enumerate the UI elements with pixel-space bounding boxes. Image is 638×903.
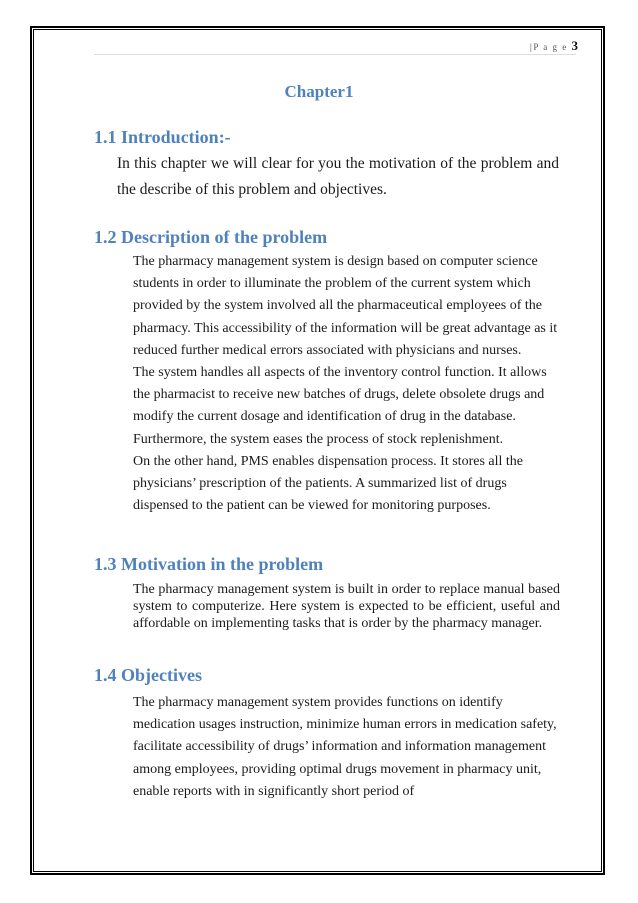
page-separator: | (530, 42, 534, 52)
chapter-title: Chapter1 (284, 82, 354, 101)
header-rule (94, 54, 576, 55)
description-paragraph-3: On the other hand, PMS enables dispensation process. It stores all the physicians’ prescription of the patients. A summarized list of drugs dispensed to the patient can be viewed for monitoring purposes. (133, 453, 523, 514)
motivation-heading: 1.3 Motivation in the problem (94, 554, 324, 574)
description-paragraph-2: The system handles all aspects of the inventory control function. It allows the pharmacist to receive new batches of drugs, delete obsolete drugs and modify the current dosage and identification of drug in the database. Furthermore, the system eases the process of stock replenishment. (133, 365, 547, 447)
description-paragraph-1: The pharmacy management system is design based on computer science students in order to illuminate the problem of the current system which provided by the system involved all the pharmaceutical employees of the pharmacy. This accessibility of the information will be great advantage as it reduced further medical errors associated with physicians and nurses. (133, 254, 558, 358)
objectives-heading: 1.4 Objectives (94, 665, 202, 685)
motivation-body: The pharmacy management system is built in order to replace manual based system to computerize. Here system is expected to be efficient, useful and affordable on implementing tasks that is order by the pharmacy manager. (133, 582, 560, 631)
intro-heading: 1.1 Introduction:- (94, 127, 231, 147)
page-label: P a g e (533, 42, 568, 52)
objectives-body: The pharmacy management system provides functions on identify medication usages instruction, minimize human errors in medication safety, facilitate accessibility of drugs’ information and information management among employees, providing optimal drugs movement in pharmacy unit, enable reports with in significantly short period of (133, 695, 557, 799)
page-number: 3 (571, 38, 578, 53)
page-number-header (530, 38, 578, 54)
intro-body: In this chapter we will clear for you the motivation of the problem and the describe of this problem and objectives. (117, 155, 559, 198)
description-body (133, 251, 560, 517)
description-heading: 1.2 Description of the problem (94, 227, 328, 247)
